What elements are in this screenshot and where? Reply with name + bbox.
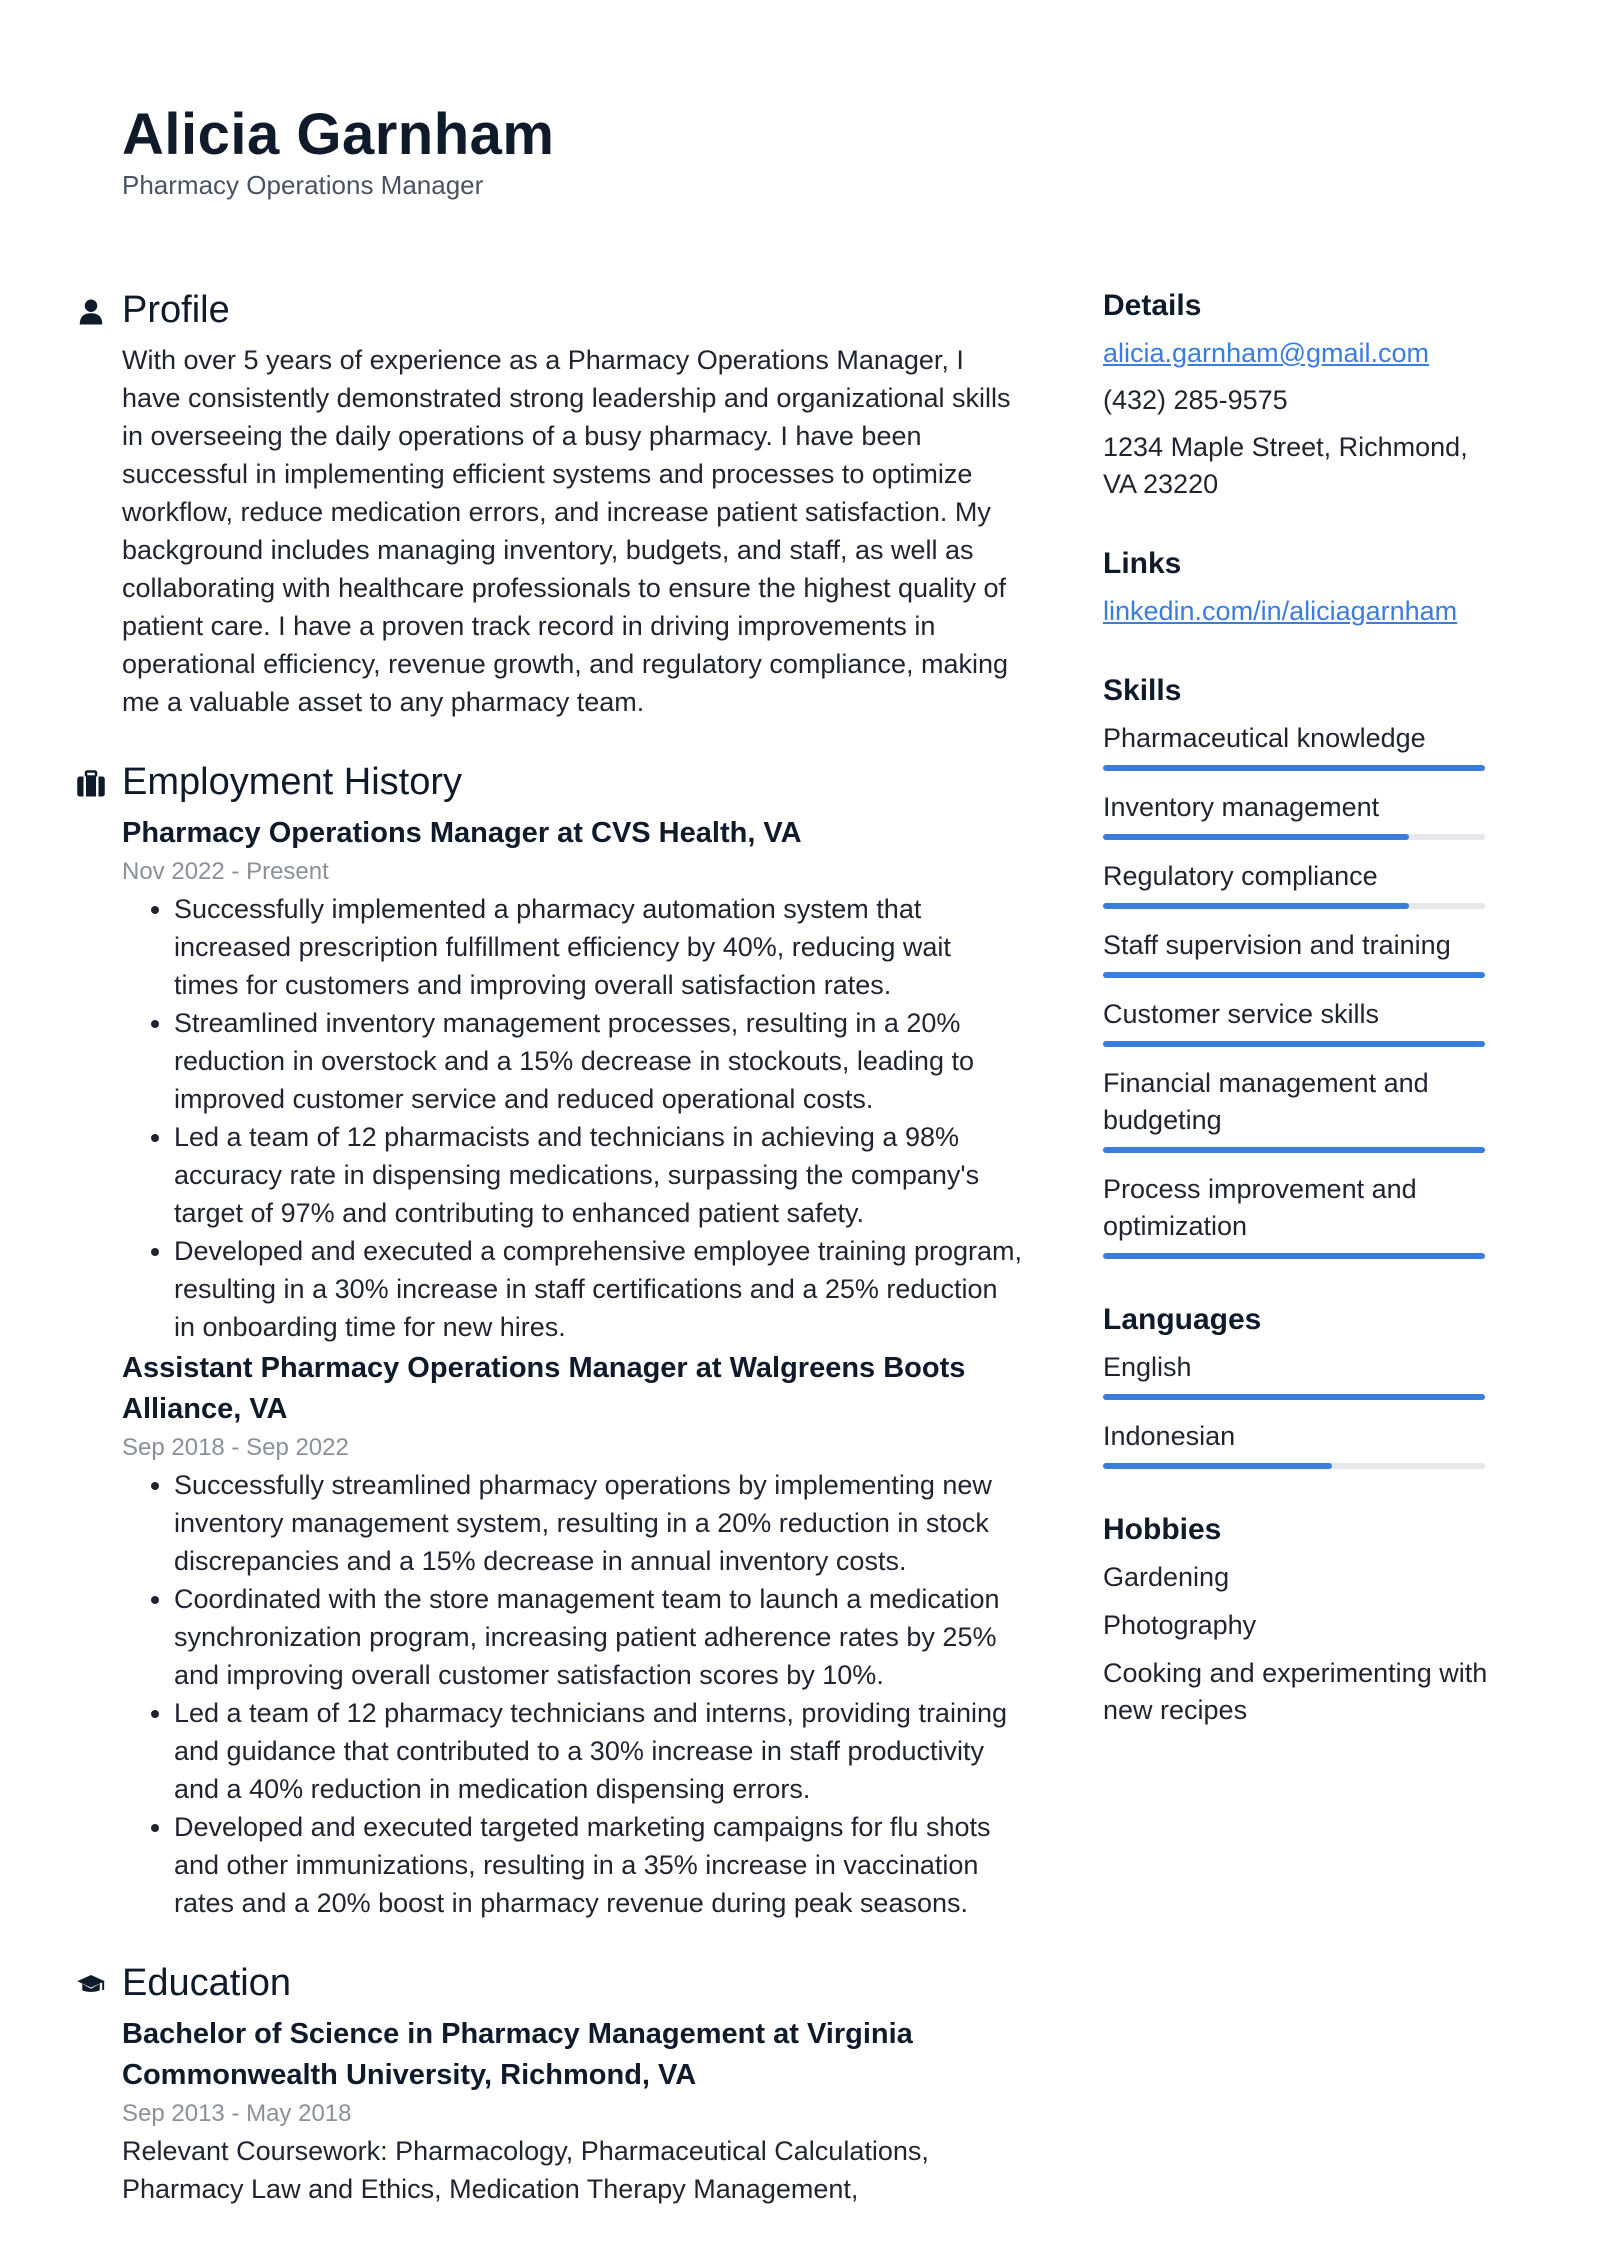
skill-label: Inventory management [1103, 792, 1380, 822]
level-bar-track [1103, 834, 1485, 840]
education-title: Bachelor of Science in Pharmacy Management at Virginia Commonwealth University, Richmond, VA [122, 2018, 913, 2091]
hobby-item: Cooking and experimenting with new recipes [1103, 1658, 1488, 1725]
languages-heading: Languages [1103, 1303, 1262, 1336]
level-bar-fill [1103, 1147, 1485, 1153]
level-bar-track [1103, 1253, 1485, 1259]
skill-item [1103, 789, 1503, 840]
phone-number: (432) 285-9575 [1103, 385, 1288, 415]
skill-label: Pharmaceutical knowledge [1103, 723, 1426, 753]
level-bar-track [1103, 903, 1485, 909]
language-item [1103, 1349, 1503, 1400]
education-text: Relevant Coursework: Pharmacology, Pharmaceutical Calculations, Pharmacy Law and Ethics, Medication Therapy Management, [122, 2136, 929, 2204]
languages-section [1103, 1299, 1503, 1469]
job-bullets [122, 1466, 1022, 1922]
skill-item [1103, 1171, 1503, 1259]
level-bar-track [1103, 1041, 1485, 1047]
job-bullet: • Successfully streamlined pharmacy operations by implementing new inventory management system, resulting in a 20% reduction in stock discrepancies and a 15% decrease in annual inventory costs. [174, 1466, 1022, 1580]
job-dates: Sep 2018 - Sep 2022 [122, 1434, 349, 1461]
skill-label: Process improvement and optimization [1103, 1174, 1417, 1241]
person-icon [76, 297, 106, 327]
level-bar-fill [1103, 1394, 1485, 1400]
profile-text: With over 5 years of experience as a Pharmacy Operations Manager, I have consistently demonstrated strong leadership and organizational skills in overseeing the daily operations of a busy pharmacy. I have been successful in implementing efficient systems and processes to optimize workflow, reduce medication errors, and increase patient satisfaction. My background includes managing inventory, budgets, and staff, as well as collaborating with healthcare professionals to ensure the highest quality of patient care. I have a proven track record in driving improvements in operational efficiency, revenue growth, and regulatory compliance, making me a valuable asset to any pharmacy team. [122, 345, 1011, 717]
job-title: Pharmacy Operations Manager at CVS Health, VA [122, 817, 802, 849]
graduation-cap-icon [76, 1970, 106, 2000]
details-heading: Details [1103, 289, 1202, 322]
level-bar-track [1103, 1147, 1485, 1153]
education-entry [122, 2014, 1022, 2208]
job-entry [122, 1348, 1022, 1922]
profile-heading [122, 285, 1022, 335]
hobby-item: Gardening [1103, 1562, 1230, 1592]
details-section [1103, 285, 1503, 503]
job-dates: Nov 2022 - Present [122, 858, 329, 885]
job-bullet: • Streamlined inventory management processes, resulting in a 20% reduction in overstock and a 15% decrease in stockouts, leading to improved customer service and reduced operational costs. [174, 1004, 1022, 1118]
language-item [1103, 1418, 1503, 1469]
links-heading: Links [1103, 547, 1182, 580]
sidebar [1103, 285, 1503, 1769]
links-section [1103, 543, 1503, 630]
level-bar-fill [1103, 765, 1485, 771]
level-bar-fill [1103, 972, 1485, 978]
main-column [122, 285, 1022, 2208]
job-bullet: • Led a team of 12 pharmacy technicians and interns, providing training and guidance that contributed to a 30% increase in staff productivity and a 40% reduction in medication dispensing errors. [174, 1694, 1022, 1808]
skill-item [1103, 927, 1503, 978]
candidate-title: Pharmacy Operations Manager [122, 170, 484, 200]
level-bar-track [1103, 1394, 1485, 1400]
profile-heading-text: Profile [122, 289, 230, 331]
level-bar-fill [1103, 1041, 1485, 1047]
hobbies-list [1103, 1559, 1503, 1729]
briefcase-icon [76, 769, 106, 799]
employment-section [122, 757, 1022, 1922]
education-dates: Sep 2013 - May 2018 [122, 2100, 352, 2127]
skill-item [1103, 858, 1503, 909]
profile-section [122, 285, 1022, 721]
job-bullet: • Led a team of 12 pharmacists and technicians in achieving a 98% accuracy rate in dispensing medications, surpassing the company's target of 97% and contributing to enhanced patient safety. [174, 1118, 1022, 1232]
languages-list [1103, 1349, 1503, 1469]
job-bullet: • Successfully implemented a pharmacy automation system that increased prescription fulfillment efficiency by 40%, reducing wait times for customers and improving overall satisfaction rates. [174, 890, 1022, 1004]
job-bullet: • Developed and executed a comprehensive employee training program, resulting in a 30% increase in staff certifications and a 25% reduction in onboarding time for new hires. [174, 1232, 1022, 1346]
level-bar-track [1103, 1463, 1485, 1469]
hobby-item: Photography [1103, 1610, 1257, 1640]
job-bullet: • Developed and executed targeted marketing campaigns for flu shots and other immunizations, resulting in a 35% increase in vaccination rates and a 20% boost in pharmacy revenue during peak seasons. [174, 1808, 1022, 1922]
job-entry [122, 813, 1022, 1346]
address: 1234 Maple Street, Richmond, VA 23220 [1103, 432, 1468, 499]
employment-heading [122, 757, 1022, 807]
skills-list [1103, 720, 1503, 1259]
education-section [122, 1958, 1022, 2208]
skill-item [1103, 720, 1503, 771]
employment-heading-text: Employment History [122, 761, 462, 803]
skill-label: Regulatory compliance [1103, 861, 1378, 891]
language-label: Indonesian [1103, 1421, 1236, 1451]
skill-label: Staff supervision and training [1103, 930, 1451, 960]
skill-item [1103, 1065, 1503, 1153]
hobbies-section [1103, 1509, 1503, 1729]
education-heading [122, 1958, 1022, 2008]
level-bar-track [1103, 972, 1485, 978]
candidate-name: Alicia Garnham [122, 102, 555, 167]
skills-section [1103, 670, 1503, 1259]
level-bar-fill [1103, 1463, 1332, 1469]
email-link[interactable]: alicia.garnham@gmail.com [1103, 338, 1430, 368]
language-label: English [1103, 1352, 1192, 1382]
linkedin-link[interactable]: linkedin.com/in/aliciagarnham [1103, 596, 1458, 626]
level-bar-fill [1103, 1253, 1485, 1259]
skill-label: Customer service skills [1103, 999, 1380, 1029]
job-bullet: • Coordinated with the store management team to launch a medication synchronization program, increasing patient adherence rates by 25% and improving overall customer satisfaction scores by 10%. [174, 1580, 1022, 1694]
skills-heading: Skills [1103, 674, 1182, 707]
resume-header [122, 100, 554, 201]
hobbies-heading: Hobbies [1103, 1513, 1222, 1546]
skill-item [1103, 996, 1503, 1047]
education-heading-text: Education [122, 1962, 292, 2004]
job-title: Assistant Pharmacy Operations Manager at Walgreens Boots Alliance, VA [122, 1352, 966, 1425]
level-bar-fill [1103, 903, 1409, 909]
job-bullets [122, 890, 1022, 1346]
level-bar-track [1103, 765, 1485, 771]
skill-label: Financial management and budgeting [1103, 1068, 1429, 1135]
level-bar-fill [1103, 834, 1409, 840]
